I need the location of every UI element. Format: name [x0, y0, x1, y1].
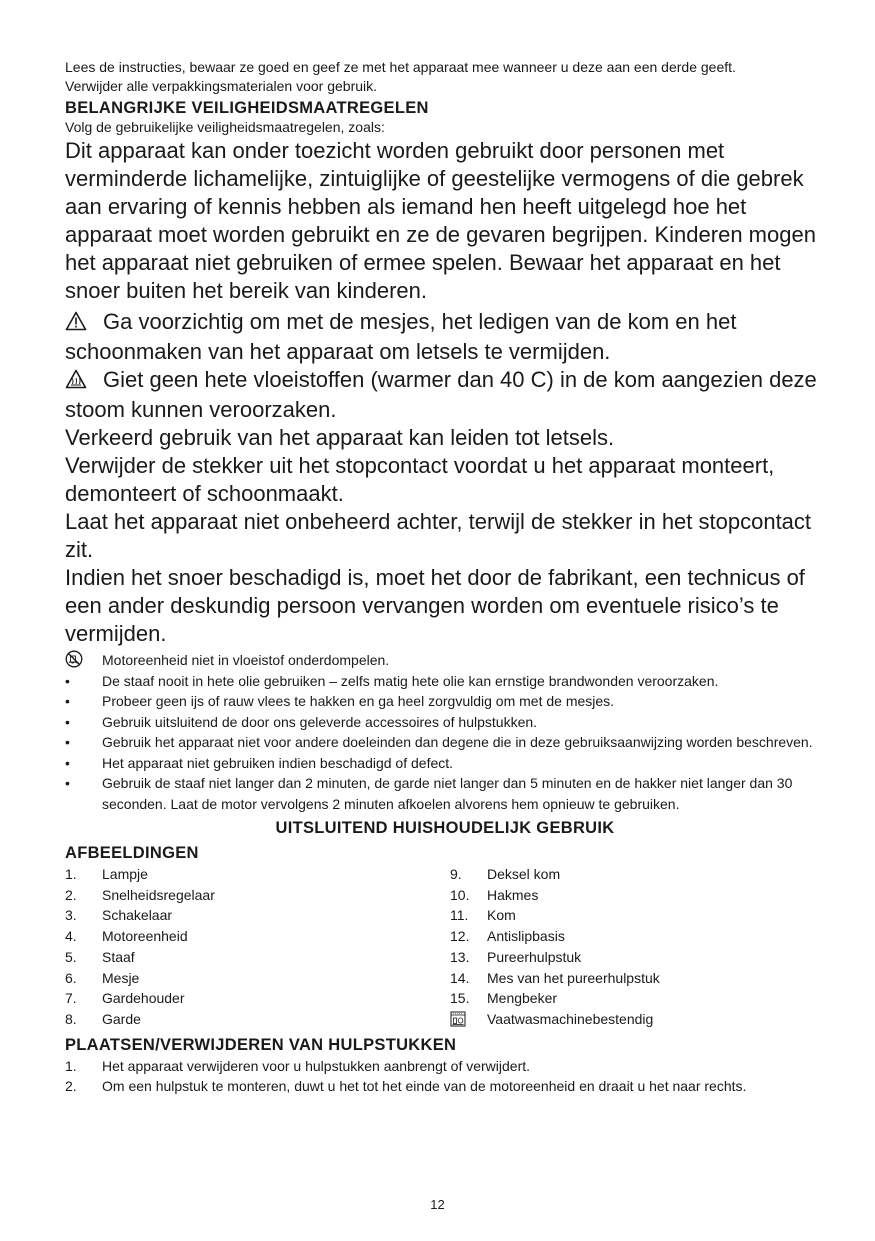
step-text: Het apparaat verwijderen voor u hulpstukken aanbrengt of verwijdert. — [102, 1057, 531, 1074]
figure-number: 5. — [65, 948, 77, 965]
figure-number: 13. — [450, 948, 470, 965]
bullet-marker: • — [65, 693, 70, 709]
figure-label: Hakmes — [487, 886, 539, 903]
list-item — [65, 753, 825, 774]
figure-number: 1. — [65, 866, 77, 882]
intro-line-2: Verwijder alle verpakkingsmaterialen voor gebruik. — [65, 78, 378, 94]
figure-item — [65, 885, 450, 906]
warning-item: Indien het snoer beschadigd is, moet het door de fabrikant, een technicus of een ander deskundig persoon vervangen worden om eventuele risico’s te vermijden. — [65, 565, 805, 646]
list-item — [65, 732, 825, 753]
figure-label: Pureerhulpstuk — [487, 948, 582, 965]
figure-label: Staaf — [102, 948, 135, 965]
step-number: 2. — [65, 1078, 77, 1095]
figure-item — [450, 1009, 660, 1030]
list-item-text: Het apparaat niet gebruiken indien beschadigd of defect. — [102, 754, 454, 771]
figure-label: Deksel kom — [487, 866, 561, 882]
figure-item — [450, 947, 660, 968]
figures-column-right — [450, 864, 660, 1030]
figure-number: 15. — [450, 990, 470, 1007]
list-item-text: Gebruik de staaf niet langer dan 2 minuten, de garde niet langer dan 5 minuten en de hakker niet langer dan 30 seconden. Laat de motor vervolgens 2 minuten afkoelen alvorens hem opnieuw te gebruiken. — [102, 775, 793, 812]
bullet-marker: • — [65, 713, 70, 730]
figure-number: 6. — [65, 969, 77, 986]
safety-heading: BELANGRIJKE VEILIGHEIDSMAATREGELEN — [65, 99, 429, 117]
list-item-text: Gebruik het apparaat niet voor andere doeleinden dan degene die in deze gebruiksaanwijzing worden beschreven. — [102, 734, 813, 750]
figure-item — [450, 926, 660, 947]
step-item — [65, 1076, 825, 1097]
warning-item-text: Giet geen hete vloeistoffen (warmer dan 40 C) in de kom aangezien deze stoom kunnen veroorzaken. — [65, 367, 817, 422]
step-text: Om een hulpstuk te monteren, duwt u het tot het einde van de motoreenheid en draait u het naar rechts. — [102, 1078, 747, 1095]
figure-label: Gardehouder — [102, 990, 185, 1007]
list-item-text: Motoreenheid niet in vloeistof onderdompelen. — [102, 652, 390, 668]
figure-item — [65, 968, 450, 989]
warning-item: Laat het apparaat niet onbeheerd achter, terwijl de stekker in het stopcontact zit. — [65, 509, 812, 562]
bullet-marker: • — [65, 775, 70, 791]
warning-item — [65, 366, 825, 424]
warning-item — [65, 308, 825, 366]
figure-number: 12. — [450, 928, 470, 945]
step-item — [65, 1056, 825, 1077]
bullet-marker: • — [65, 672, 70, 689]
figure-label: Schakelaar — [102, 907, 173, 924]
list-item — [65, 773, 825, 814]
warning-item-text: Ga voorzichtig om met de mesjes, het ledigen van de kom en het schoonmaken van het apparaat om letsels te vermijden. — [65, 309, 737, 364]
figure-label: Kom — [487, 907, 516, 924]
list-item-text: Probeer geen ijs of rauw vlees te hakken en ga heel zorgvuldig om met de mesjes. — [102, 693, 615, 709]
figure-number: 4. — [65, 928, 77, 945]
figure-number: 11. — [450, 907, 469, 924]
dishwasher-safe-icon — [450, 1009, 466, 1030]
figure-item — [450, 988, 660, 1009]
figure-item — [65, 988, 450, 1009]
intro-line-1: Lees de instructies, bewaar ze goed en geef ze met het apparaat mee wanneer u deze aan een derde geeft. — [65, 59, 736, 75]
safety-warning-list — [65, 308, 825, 648]
list-item — [65, 671, 825, 692]
warning-triangle-icon — [65, 310, 103, 338]
figure-label: Mesje — [102, 969, 140, 986]
household-use-heading: UITSLUITEND HUISHOUDELIJK GEBRUIK — [275, 819, 615, 837]
list-item — [65, 712, 825, 733]
figure-number: 9. — [450, 866, 462, 882]
figure-label: Mengbeker — [487, 990, 558, 1007]
figure-number: 14. — [450, 969, 470, 986]
list-item — [65, 691, 825, 712]
list-item-text: De staaf nooit in hete olie gebruiken – zelfs matig hete olie kan ernstige brandwonden veroorzaken. — [102, 672, 719, 689]
figure-item — [450, 864, 660, 885]
figure-item — [65, 926, 450, 947]
list-item-text: Gebruik uitsluitend de door ons geleverde accessoires of hulpstukken. — [102, 713, 538, 730]
figure-number: 3. — [65, 907, 77, 924]
safety-subheading: Volg de gebruikelijke veiligheidsmaatregelen, zoals: — [65, 119, 385, 135]
safety-bullet-list — [65, 650, 825, 814]
figure-number: 2. — [65, 886, 77, 903]
figure-item — [65, 864, 450, 885]
attachments-heading: PLAATSEN/VERWIJDEREN VAN HULPSTUKKEN — [65, 1035, 457, 1054]
warning-item: Verwijder de stekker uit het stopcontact voordat u het apparaat monteert, demonteert of schoonmaakt. — [65, 453, 775, 506]
figure-label: Snelheidsregelaar — [102, 886, 215, 903]
figures-heading: AFBEELDINGEN — [65, 844, 199, 862]
no-immersion-icon — [65, 650, 85, 671]
figure-number: 8. — [65, 1010, 77, 1027]
figure-item — [65, 1009, 450, 1030]
figure-number: 10. — [450, 886, 470, 903]
figure-item — [450, 968, 660, 989]
figure-number: 7. — [65, 990, 77, 1007]
figure-label: Mes van het pureerhulpstuk — [487, 969, 660, 986]
bullet-marker: • — [65, 754, 70, 771]
manual-page — [65, 58, 825, 1097]
figure-item — [450, 905, 660, 926]
attachments-steps — [65, 1056, 825, 1097]
figures-list — [65, 864, 825, 1030]
figure-label: Motoreenheid — [102, 928, 188, 945]
page-number: 12 — [430, 1197, 445, 1212]
figure-item — [65, 905, 450, 926]
hot-surface-warning-icon — [65, 368, 103, 396]
figure-label: Vaatwasmachinebestendig — [487, 1010, 654, 1027]
figure-item — [450, 885, 660, 906]
bullet-marker: • — [65, 734, 70, 750]
figure-item — [65, 947, 450, 968]
figures-column-left — [65, 864, 450, 1030]
list-item — [65, 650, 825, 671]
supervision-paragraph: Dit apparaat kan onder toezicht worden gebruikt door personen met verminderde lichamelijke, zintuiglijke of geestelijke vermogens of die gebrek aan ervaring of kennis hebben als iemand hen heeft uitgelegd hoe het apparaat moet worden gebruikt en ze de gevaren begrijpen. Kinderen mogen het apparaat niet gebruiken of ermee spelen. Bewaar het apparaat en het snoer buiten het bereik van kinderen. — [65, 138, 816, 303]
step-number: 1. — [65, 1057, 77, 1074]
warning-item: Verkeerd gebruik van het apparaat kan leiden tot letsels. — [65, 425, 615, 450]
figure-label: Antislipbasis — [487, 928, 565, 945]
figure-label: Garde — [102, 1010, 141, 1027]
figure-label: Lampje — [102, 866, 148, 882]
